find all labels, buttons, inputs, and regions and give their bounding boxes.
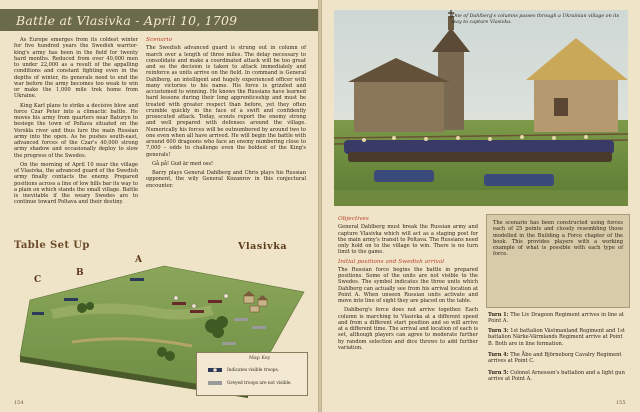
turn-5 <box>488 370 628 383</box>
intro-paragraph-3: On the morning of April 10 near the village of Vlasivka, the advanced guard of the Swedish army finally contacts the enemy. Prepared positions across a line of low hills bar its way to a plain on which stands the small village. Battle is inevitable if the weary Swedes are to continue toward Poltava and their destiny. <box>14 161 138 206</box>
scenario-paragraph-1: The Swedish advanced guard is strung out in column of march over a length of three miles. The delay necessary to consolidate and make a coordinated attack will be too great and so the decision is taken to attack immediately and reinforce as units arrive on the field. In command is General Dahlberg, an intelligent and hugely experienced officer with many victories to his name. His force is grizzled and accustomed to winning. He knows the Russians have learned hard lessons during their long apprenticeship and must be treated with greater respect than before, yet they often crumble quickly in the face of a swift and confidently prosecuted attack. Today, scouts report the enemy strong and well prepared with defenses around the village. Numerically his forces will be outnumbered by around two to one even when all have arrived. He will begin the battle with around 600 dragoons who face an enemy numbering close to 7,000 – odds to challenge even the boldest of the King's generals! <box>146 45 306 158</box>
turn-3 <box>488 328 628 347</box>
table-setup-heading: Table Set Up <box>14 240 90 251</box>
initial-positions-heading: Initial positions and Swedish arrival <box>338 258 445 265</box>
turn-3-label: Turn 3: <box>488 328 509 334</box>
objectives-text: General Dahlberg must break the Russian army and capture Vlasivka which will act as a staging post for the main army's transit to Poltava. The Russians need only hold on to the village to win. There is no turn limit to the game. <box>338 224 478 256</box>
initial-paragraph-2: Dahlberg's force does not arrive together. Each column is marching to Vlasivka at a different speed and from a different start position and so will arrive at a different time. The arrival and location of each is set, although players can agree to moderate further by random selection and dice throws to add further variation. <box>338 307 478 351</box>
scenario-sidebar <box>486 214 630 308</box>
turn-4-label: Turn 4: <box>488 352 509 358</box>
scenario-motto: Gå på! Gud är med oss! <box>152 160 214 167</box>
turn-1-label: Turn 1: <box>488 312 509 318</box>
page-title: Battle at Vlasivka - April 10, 1709 <box>16 13 238 28</box>
photo-caption: One of Dahlberg's columns passes through a Ukrainian village on its way to capture Vlasivka. <box>452 14 620 25</box>
turn-3-text: 1st battalion Västmanland Regiment and 1st battalion Närke-Värmlands Regiment arrive at Point B. Both are in line formation. <box>488 328 625 347</box>
miniatures-photo <box>334 10 628 206</box>
turn-4 <box>488 352 628 365</box>
left-page <box>0 0 318 412</box>
scenario-heading: Scenario <box>146 37 172 43</box>
map-key-greyed: Greyed troops are not visible. <box>227 381 292 386</box>
turn-5-text: Colonel Arnesson's battalion and a light gun arrive at Point A. <box>488 370 625 383</box>
objectives-column <box>338 216 478 354</box>
map-label-village: Vlasivka <box>238 241 288 252</box>
intro-paragraph-2: King Karl plans to strike a decisive blow and force Czar Peter into a climactic battle. He moves his army from quarters near Baturyn to besiege the town of Poltava situated on the Vorskla river and thus lure the main Russian army into the open. As he pushes south-east, advanced forces of the Czar's 40,000 strong army shadow and occasionally deploy to slow the progress of the Swedes. <box>14 102 138 159</box>
initial-paragraph-1: The Russian force begins the battle in prepared positions. Some of the units are not visible to the Swedes. The symbol indicates the three units which Dahlberg can actually see from his arrival location at Point A. When unseen Russian units activate and move into line of sight they are placed on the table. <box>338 266 478 304</box>
map-key-visible: Indicates visible troops. <box>227 368 280 373</box>
turn-4-text: The Åbo and Björneborg Cavalry Regiment arrives at Point C. <box>488 352 622 365</box>
map-label-b: B <box>76 268 84 278</box>
map-label-a: A <box>135 255 142 265</box>
intro-column <box>14 37 138 209</box>
scenario-paragraph-3: Barry plays General Dahlberg and Chris plays his Russian opponent, the wily General Kozanrov in this conjectural encounter. <box>146 170 306 189</box>
map-key <box>196 352 308 396</box>
visible-troops-icon <box>207 366 223 374</box>
page-number-right: 155 <box>616 400 626 406</box>
turn-1-text: The Liv Dragoon Regiment arrives in line at Point A. <box>488 312 624 325</box>
turn-5-label: Turn 5: <box>488 370 509 376</box>
hill-ridge <box>52 308 212 314</box>
greyed-troops-icon <box>207 379 223 387</box>
scenario-column <box>146 37 306 192</box>
objectives-heading: Objectives <box>338 216 369 222</box>
map-key-title: Map Key <box>249 356 271 361</box>
page-number-left: 154 <box>14 400 24 406</box>
map-label-c: C <box>34 275 42 285</box>
sidebar-text: The scenario has been constructed using forces each of 25 points and closely resembling those modelled in the Building a Force chapter of the book. This provides players with a working example of what is possible with each type of force. <box>493 220 623 258</box>
intro-paragraph-1: As Europe emerges from its coldest winter for five hundred years the Swedish warrior-king's army has been in the field for twenty hard months. Reduced from over 40,000 men to under 22,000 as a result of the appalling conditions and constant fighting even in the depths of winter, its generals need to end the war before the army becomes too weak to win or make the 1,000 mile trek home from Ukraine. <box>14 37 138 100</box>
turn-1 <box>488 312 628 325</box>
